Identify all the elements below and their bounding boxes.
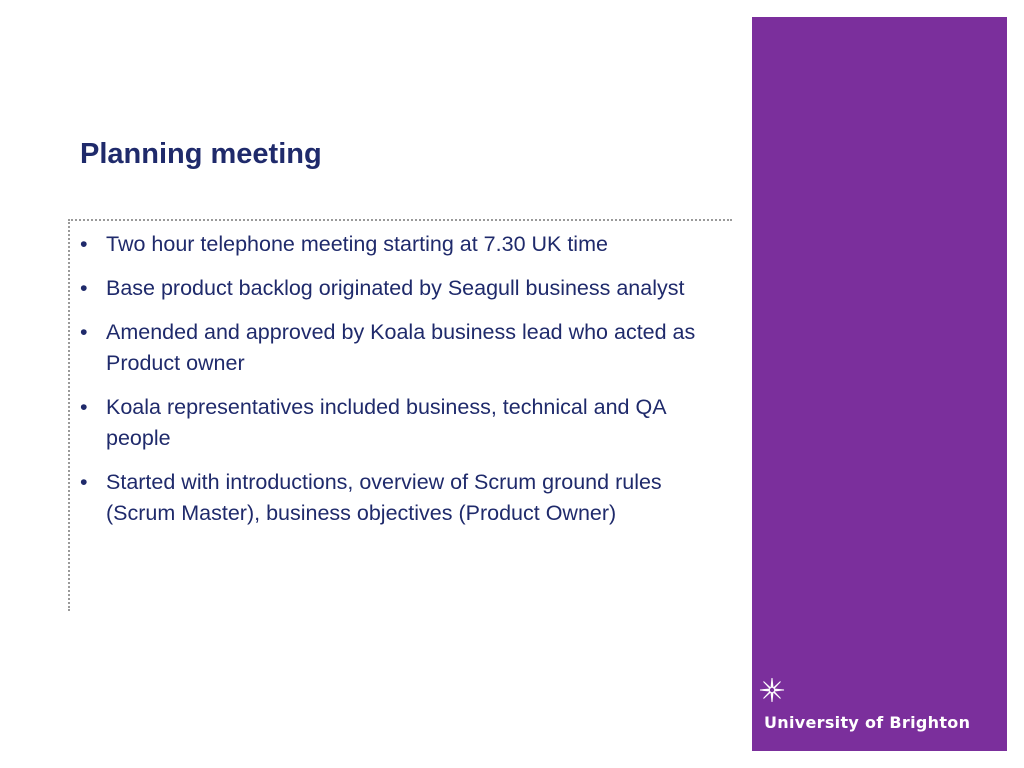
bullet-text: Koala representatives included business, technical and QA people xyxy=(106,395,666,450)
bullet-text: Base product backlog originated by Seagull business analyst xyxy=(106,276,685,300)
bullet-marker: • xyxy=(80,395,88,419)
bullet-list xyxy=(80,229,720,542)
bullet-item xyxy=(80,273,720,304)
bullet-item xyxy=(80,229,720,260)
brand-panel xyxy=(752,17,1007,751)
bullet-marker: • xyxy=(80,276,88,300)
bullet-item xyxy=(80,317,720,379)
bullet-marker: • xyxy=(80,232,88,256)
star-logo-icon xyxy=(758,676,786,704)
bullet-item xyxy=(80,467,720,529)
bullet-marker: • xyxy=(80,470,88,494)
bullet-marker: • xyxy=(80,320,88,344)
dotted-divider-horizontal xyxy=(68,219,732,221)
bullet-text: Amended and approved by Koala business lead who acted as Product owner xyxy=(106,320,696,375)
slide-title: Planning meeting xyxy=(80,138,322,170)
bullet-text: Two hour telephone meeting starting at 7.30 UK time xyxy=(106,232,608,256)
bullet-text: Started with introductions, overview of Scrum ground rules (Scrum Master), business objectives (Product Owner) xyxy=(106,470,662,525)
bullet-item xyxy=(80,392,720,454)
dotted-divider-vertical xyxy=(68,219,70,611)
university-name: University of Brighton xyxy=(764,713,971,732)
